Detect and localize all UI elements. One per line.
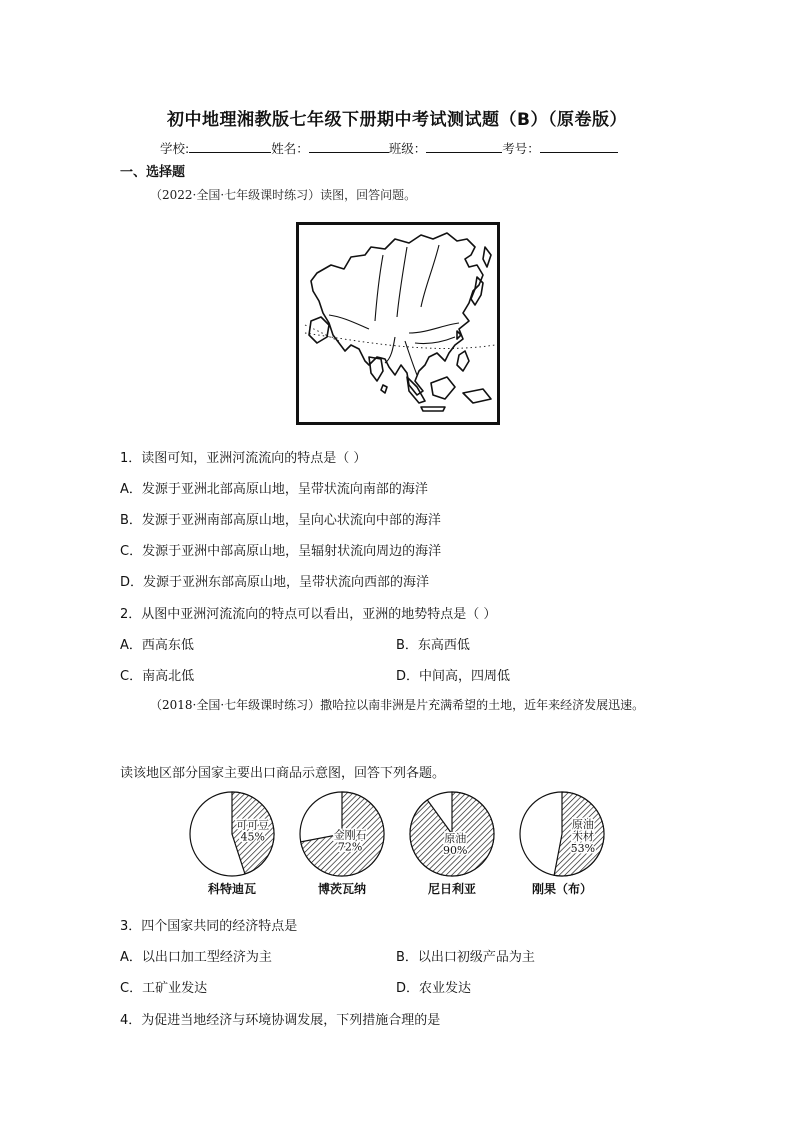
new-guinea [463, 389, 491, 403]
question-3-stem: 3．四个国家共同的经济特点是 [120, 919, 298, 934]
q3-option-b[interactable]: B．以出口初级产品为主 [396, 950, 535, 965]
q1-option-a[interactable]: A．发源于亚洲北部高原山地，呈带状流向南部的海洋 [120, 482, 428, 497]
pie-product-label: 金刚石 [333, 828, 367, 842]
river-south-2 [405, 341, 417, 375]
pie-percent-label: 45% [240, 830, 265, 844]
pie-percent-label: 90% [443, 843, 468, 857]
pie-country-label: 刚果（布） [531, 882, 593, 896]
river-east-1 [409, 323, 459, 333]
q2-option-b[interactable]: B．东高西低 [396, 638, 470, 653]
arctic-dotted-line [305, 325, 339, 341]
river-south-1 [385, 337, 395, 363]
q2-option-d[interactable]: D．中间高，四周低 [396, 669, 511, 684]
philippines [457, 351, 469, 371]
pie-country-label: 尼日利亚 [427, 882, 477, 896]
question-1-stem: 1．读图可知，亚洲河流流向的特点是（ ） [120, 451, 367, 466]
pie-2 [300, 792, 384, 896]
q3-option-d[interactable]: D．农业发达 [396, 981, 472, 996]
class-label: 班级： [388, 141, 427, 156]
q1-option-c[interactable]: C．发源于亚洲中部高原山地，呈辐射状流向周边的海洋 [120, 544, 442, 559]
exam-no-label: 考号： [502, 141, 540, 156]
student-info-line [160, 139, 618, 157]
name-blank[interactable] [309, 140, 389, 153]
pie-country-label: 科特迪瓦 [207, 882, 257, 896]
group2-intro: 读该地区部分国家主要出口商品示意图，回答下列各题。 [120, 766, 446, 781]
pie-3 [410, 792, 494, 896]
pie-4 [520, 792, 604, 896]
pie-product-label: 原油 [444, 831, 467, 845]
pie-product-label: 原油 [571, 817, 594, 831]
name-label: 姓名： [271, 141, 309, 156]
pie-country-label: 博茨瓦纳 [317, 882, 367, 896]
exam-no-blank[interactable] [540, 140, 618, 153]
q3-option-a[interactable]: A．以出口加工型经济为主 [120, 950, 272, 965]
pie-product-label: 可可豆 [236, 818, 270, 832]
pie-percent-label: 72% [337, 840, 363, 854]
india-peninsula [369, 357, 383, 381]
class-blank[interactable] [426, 140, 502, 153]
page-title: 初中地理湘教版七年级下册期中考试测试题（B）（原卷版） [167, 110, 627, 130]
river-north-3 [421, 245, 439, 307]
question-4-stem: 4．为促进当地经济与环境协调发展，下列措施合理的是 [120, 1013, 441, 1028]
river-north-2 [397, 247, 407, 317]
school-blank[interactable] [189, 140, 271, 153]
pie-percent-label: 53% [570, 841, 596, 855]
section-title: 一、选择题 [120, 165, 186, 180]
q3-option-c[interactable]: C．工矿业发达 [120, 981, 208, 996]
q1-option-d[interactable]: D．发源于亚洲东部高原山地，呈带状流向西部的海洋 [120, 575, 430, 590]
java [421, 407, 445, 411]
q2-option-c[interactable]: C．南高北低 [120, 669, 195, 684]
question-2-stem: 2．从图中亚洲河流流向的特点可以看出，亚洲的地势特点是（ ） [120, 607, 497, 622]
river-north-1 [375, 255, 383, 321]
pies-group [190, 792, 604, 896]
arabia-peninsula [309, 317, 329, 343]
borneo [431, 377, 455, 399]
q1-option-b[interactable]: B．发源于亚洲南部高原山地，呈向心状流向中部的海洋 [120, 513, 441, 528]
q2-option-a[interactable]: A．西高东低 [120, 638, 194, 653]
group2-source: （2018·全国·七年级课时练习）撒哈拉以南非洲是片充满希望的土地，近年来经济发展迅速。 [150, 698, 645, 712]
school-label: 学校: [160, 141, 190, 156]
asia-river-map [296, 222, 500, 425]
kamchatka [483, 247, 491, 267]
group1-source: （2022·全国·七年级课时练习）读图，回答问题。 [150, 188, 417, 202]
river-east-2 [415, 337, 455, 344]
river-west-1 [329, 315, 369, 329]
pie-product-label: 木材 [571, 829, 594, 843]
pie-1 [190, 792, 274, 896]
export-pie-charts [180, 790, 620, 905]
sri-lanka [381, 385, 387, 393]
asia-map-svg [299, 225, 497, 422]
